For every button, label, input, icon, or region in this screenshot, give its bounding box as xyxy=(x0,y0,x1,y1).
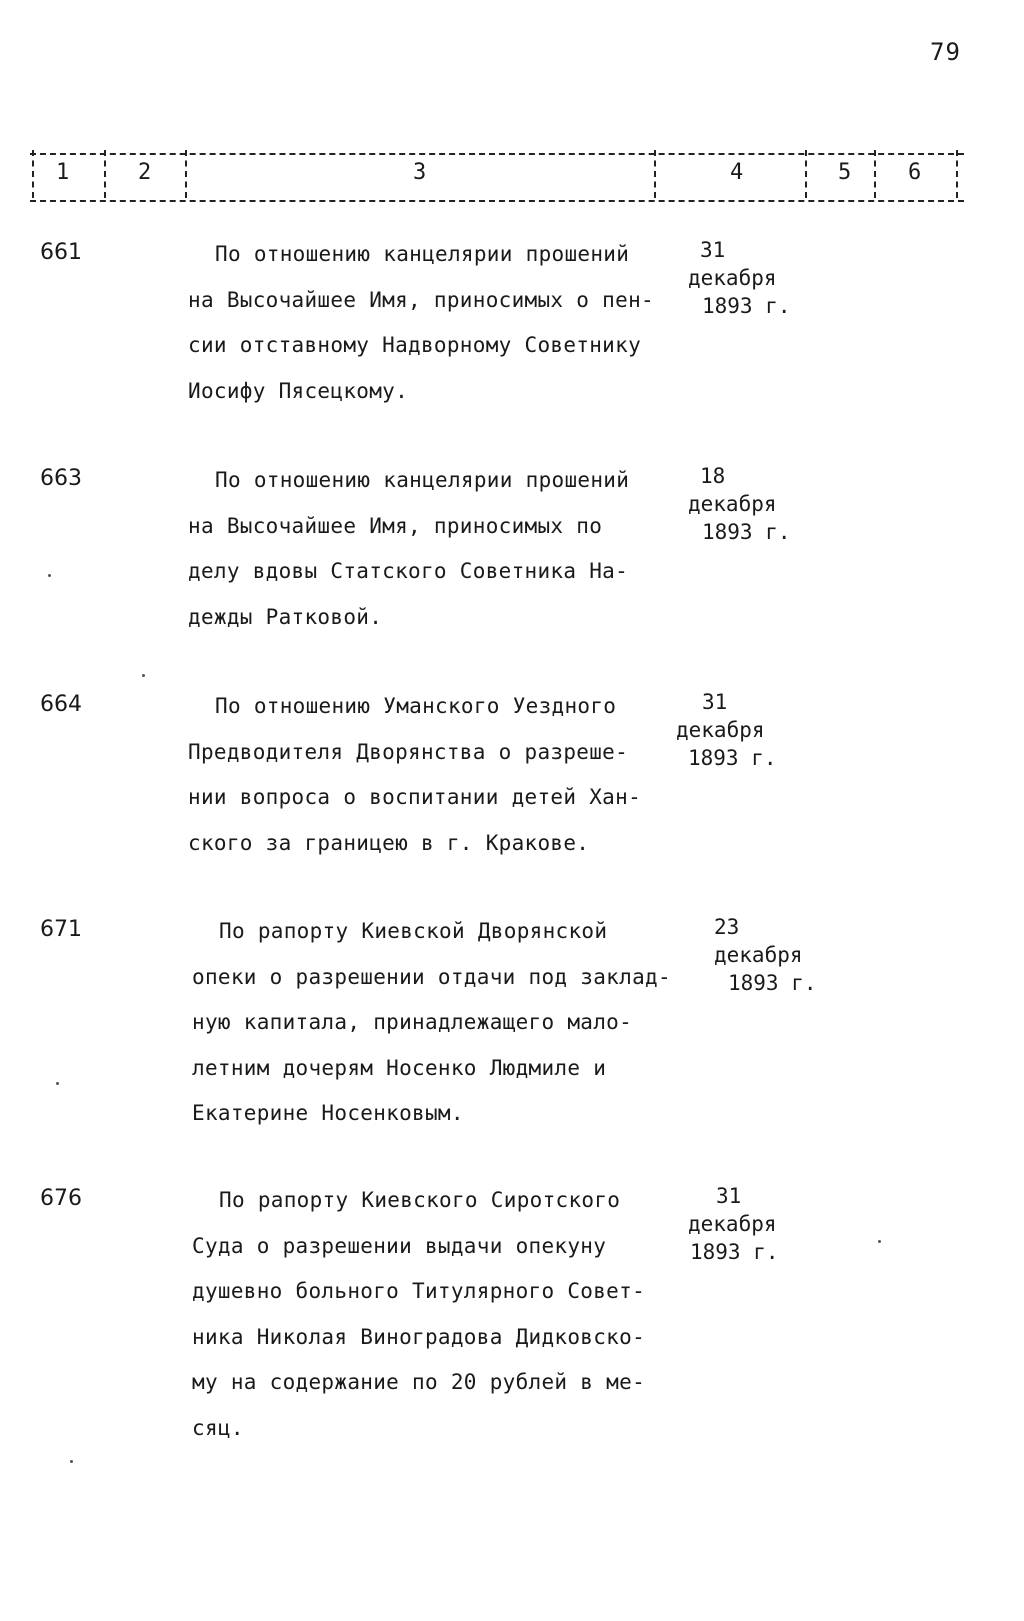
date-day: 31 xyxy=(716,1184,742,1208)
entry-text-line: Иосифу Пясецкому. xyxy=(188,378,409,403)
entry-text-line: ского за границею в г. Кракове. xyxy=(188,830,590,855)
date-day: 31 xyxy=(702,690,728,714)
entry-text-line: ную капитала, принадлежащего мало- xyxy=(192,1010,633,1034)
column-label-2: 2 xyxy=(138,160,152,185)
entry-text-line: дежды Ратковой. xyxy=(188,604,383,629)
entry-date xyxy=(676,688,777,772)
date-month: декабря xyxy=(688,1212,777,1236)
column-separator xyxy=(805,150,807,198)
date-day: 18 xyxy=(700,464,726,488)
scan-speck xyxy=(70,1460,73,1463)
entry-text-line: на Высочайшее Имя, приносимых о пен- xyxy=(188,287,654,312)
entry-date xyxy=(688,1182,779,1266)
date-year: 1893 г. xyxy=(728,971,817,995)
date-year: 1893 г. xyxy=(688,746,777,770)
column-label-5: 5 xyxy=(838,160,852,185)
entry-description xyxy=(192,1178,692,1451)
date-month: декабря xyxy=(688,266,777,290)
scan-speck xyxy=(142,674,145,677)
entry-text-line: По рапорту Киевского Сиротского xyxy=(219,1188,621,1212)
entry-date xyxy=(688,236,791,320)
entry-description xyxy=(192,909,692,1137)
entry-text-line: Екатерине Носенковым. xyxy=(192,1101,464,1125)
date-year: 1893 г. xyxy=(702,294,791,318)
entry-text-line: ника Николая Виноградова Дидковско- xyxy=(192,1324,646,1349)
scan-speck xyxy=(878,1240,881,1243)
entry-description xyxy=(188,458,688,640)
page-number: 79 xyxy=(930,38,961,66)
column-separator xyxy=(185,150,187,198)
entry-text-line: Предводителя Дворянства о разреше- xyxy=(188,739,629,764)
entry-text-line: душевно больного Титулярного Совет- xyxy=(192,1279,646,1303)
entry-text-line: нии вопроса о воспитании детей Хан- xyxy=(188,785,642,809)
entry-description xyxy=(188,684,688,866)
scan-speck xyxy=(56,1082,59,1085)
entry-date xyxy=(714,913,817,997)
entry-text-line: Суда о разрешении выдачи опекуну xyxy=(192,1233,607,1258)
date-day: 23 xyxy=(714,915,740,939)
column-separator xyxy=(32,150,34,198)
entry-number: 661 xyxy=(40,240,82,265)
entry-number: 671 xyxy=(40,917,82,942)
entry-number: 663 xyxy=(40,466,82,491)
date-month: декабря xyxy=(688,492,777,516)
entry-text-line: сии отставному Надворному Советнику xyxy=(188,333,642,357)
entry-text-line: По отношению Уманского Уездного xyxy=(215,694,617,718)
entry-text-line: летним дочерям Носенко Людмиле и xyxy=(192,1055,607,1080)
entry-number: 676 xyxy=(40,1186,82,1211)
column-label-6: 6 xyxy=(908,160,922,185)
date-year: 1893 г. xyxy=(690,1240,779,1264)
entry-number: 664 xyxy=(40,692,82,717)
date-month: декабря xyxy=(676,718,765,742)
column-separator xyxy=(874,150,876,198)
entry-text-line: на Высочайшее Имя, приносимых по xyxy=(188,513,603,538)
entry-text-line: му на содержание по 20 рублей в ме- xyxy=(192,1370,646,1394)
entry-text-line: По отношению канцелярии прошений xyxy=(215,242,630,266)
date-year: 1893 г. xyxy=(702,520,791,544)
scan-speck xyxy=(48,574,51,577)
entry-date xyxy=(688,462,791,546)
column-separator xyxy=(104,150,106,198)
column-label-4: 4 xyxy=(730,160,744,185)
column-label-3: 3 xyxy=(413,160,427,185)
entry-text-line: По отношению канцелярии прошений xyxy=(215,468,630,492)
date-month: декабря xyxy=(714,943,803,967)
entry-description xyxy=(188,232,688,414)
column-separator xyxy=(956,150,958,198)
header-rule-bottom xyxy=(30,200,964,202)
date-day: 31 xyxy=(700,238,726,262)
header-rule-top xyxy=(30,153,964,155)
entry-text-line: По рапорту Киевской Дворянской xyxy=(219,919,608,943)
column-label-1: 1 xyxy=(56,160,70,185)
column-separator xyxy=(654,150,656,198)
entry-text-line: опеки о разрешении отдачи под заклад- xyxy=(192,964,671,989)
entry-text-line: делу вдовы Статского Советника На- xyxy=(188,559,629,583)
entry-text-line: сяц. xyxy=(192,1415,244,1440)
